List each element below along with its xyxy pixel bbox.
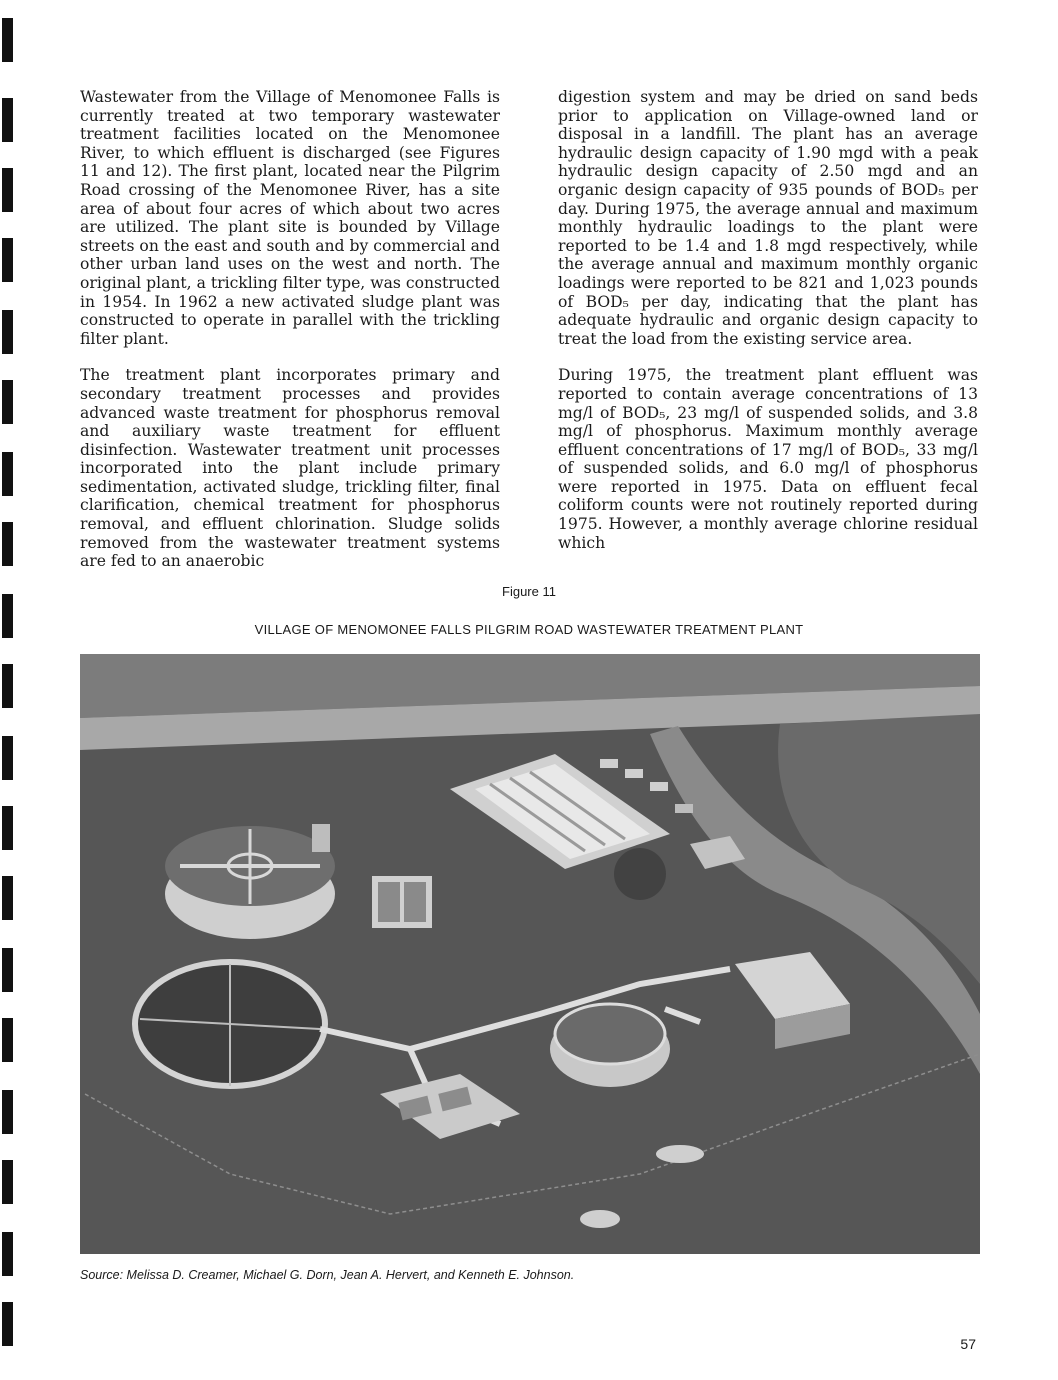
figure-title: VILLAGE OF MENOMONEE FALLS PILGRIM ROAD WASTEWATER TREATMENT PLANT xyxy=(254,622,804,637)
tank-cell xyxy=(404,882,426,922)
paragraph: During 1975, the treatment plant effluent was reported to contain average concentrations of 13 mg/l of BOD₅, 23 mg/l of suspended solids, and 3.8 mg/l of phosphorus. Maximum monthly average effluent concentrations of 17 mg/l of BOD₅, 33 mg/l of suspended solids, and 6.0 mg/l of phosphorus were reported in 1975. Data on effluent fecal coliform counts were not routinely reported during 1975. However, a monthly average chlorine residual which xyxy=(558,366,978,552)
binding-hole xyxy=(2,806,13,850)
binding-hole xyxy=(2,522,13,566)
final-clarifier-top xyxy=(555,1004,665,1064)
parked-car xyxy=(600,759,618,768)
parked-car xyxy=(625,769,643,778)
right-text-column xyxy=(558,88,978,570)
left-text-column xyxy=(80,88,500,589)
paragraph: The treatment plant incorporates primary and secondary treatment processes and provides advanced waste treatment for phosphorus removal and auxiliary waste treatment for effluent disinfection. Wastewater treatment unit processes incorporated into the plant include primary sedimentation, activated sludge, trickling filter, final clarification, chemical treatment for phosphorus removal, and effluent chlorination. Sludge solids removed from the wastewater treatment systems are fed to an anaerobic xyxy=(80,366,500,571)
binding-hole xyxy=(2,736,13,780)
binding-hole xyxy=(2,1160,13,1204)
binding-hole xyxy=(2,310,13,354)
binding-hole xyxy=(2,18,13,62)
parked-car xyxy=(650,782,668,791)
parked-car xyxy=(675,804,693,813)
binding-hole xyxy=(2,1090,13,1134)
paragraph: digestion system and may be dried on sand beds prior to application on Village-owned land or disposal in a landfill. The plant has an average hydraulic design capacity of 1.90 mgd with a peak hydraulic design capacity of 2.50 mgd and an organic design capacity of 935 pounds of BOD₅ per day. During 1975, the average annual and maximum monthly hydraulic loadings to the plant were reported to be 1.4 and 1.8 mgd respectively, while the average annual and maximum monthly organic loadings were reported to be 821 and 1,023 pounds of BOD₅ per day, indicating that the plant has adequate hydraulic and organic design capacity to treat the load from the existing service area. xyxy=(558,88,978,348)
page-number: 57 xyxy=(960,1336,976,1352)
binding-hole xyxy=(2,98,13,142)
binding-hole xyxy=(2,168,13,212)
binding-hole xyxy=(2,948,13,992)
binding-hole xyxy=(2,452,13,496)
binding-hole xyxy=(2,1302,13,1346)
tree xyxy=(614,848,666,900)
pump-house xyxy=(312,824,330,852)
paragraph: Wastewater from the Village of Menomonee Falls is currently treated at two temporary wastewater treatment facilities located on the Menomonee River, to which effluent is discharged (see Figures 11 and 12). The first plant, located near the Pilgrim Road crossing of the Menomonee River, has a site area of about four acres of which about two acres are utilized. The plant site is bounded by Village streets on the east and south and by commercial and other urban land uses on the west and north. The original plant, a trickling filter type, was constructed in 1954. In 1962 a new activated sludge plant was constructed to operate in parallel with the trickling filter plant. xyxy=(80,88,500,348)
binding-holes xyxy=(0,0,22,1380)
binding-hole xyxy=(2,380,13,424)
binding-hole xyxy=(2,238,13,282)
equipment xyxy=(580,1210,620,1228)
binding-hole xyxy=(2,876,13,920)
equipment xyxy=(656,1145,704,1163)
figure-source: Source: Melissa D. Creamer, Michael G. Dorn, Jean A. Hervert, and Kenneth E. Johnson. xyxy=(80,1268,575,1282)
figure-label: Figure 11 xyxy=(502,584,556,599)
binding-hole xyxy=(2,1232,13,1276)
aerial-photo xyxy=(80,654,980,1254)
binding-hole xyxy=(2,664,13,708)
binding-hole xyxy=(2,1018,13,1062)
tank-cell xyxy=(378,882,400,922)
